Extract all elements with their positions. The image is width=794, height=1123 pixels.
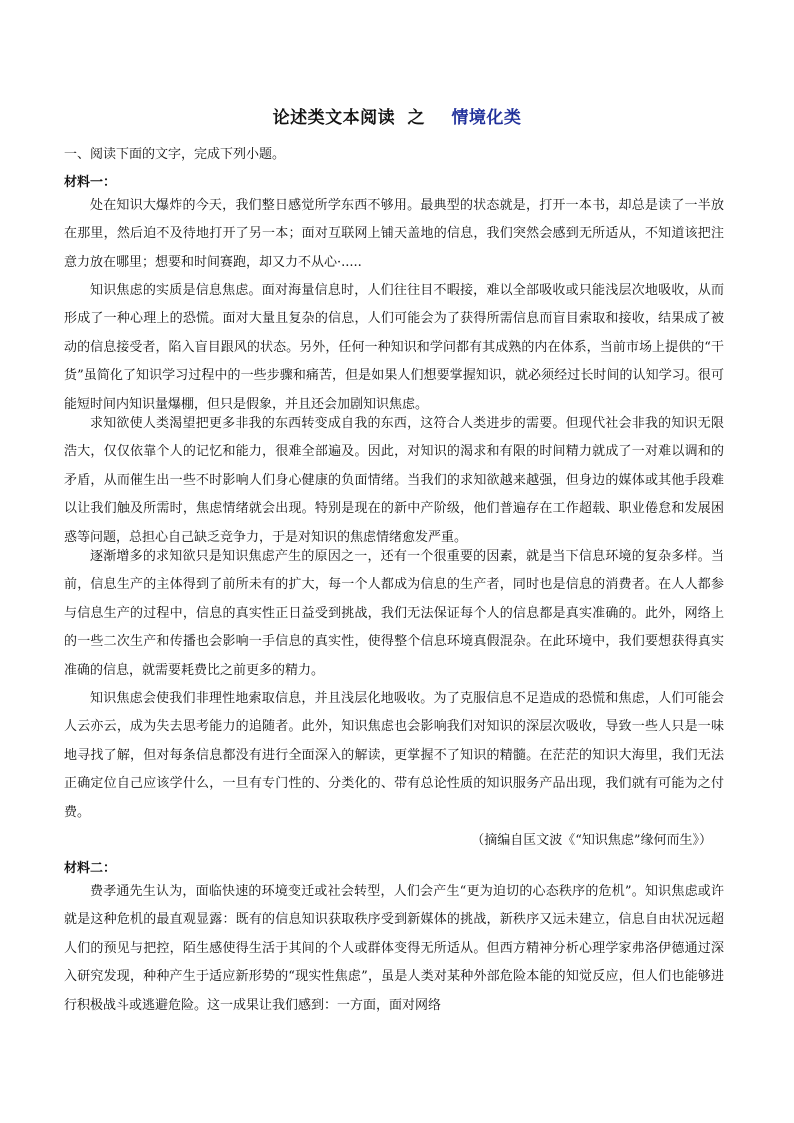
instruction: 一、阅读下面的文字，完成下列小题。 xyxy=(64,147,286,162)
material-one-heading: 材料一： xyxy=(64,175,117,190)
title-subtitle: 情境化类 xyxy=(451,108,522,128)
material-one-paragraph-1: 处在知识大爆炸的今天，我们整日感觉所学东西不够用。最典型的状态就是，打开一本书，却总是读了一半放在那里，然后迫不及待地打开了另一本；面对互联网上铺天盖地的信息，我们突然会感到无所适从，不知道该把注意力放在哪里；想要和时间赛跑，却又力不从心·..... xyxy=(64,198,724,270)
material-one-paragraph-2: 知识焦虑的实质是信息焦虑。面对海量信息时，人们往往目不暇接，难以全部吸收或只能浅层次地吸收，从而形成了一种心理上的恐慌。面对大量且复杂的信息，人们可能会为了获得所需信息而盲目索取和接收，结果成了被动的信息接受者，陷入盲目跟风的状态。另外，任何一种知识和学问都有其成熟的内在体系，当前市场上提供的“干货”虽简化了知识学习过程中的一些步骤和痛苦，但是如果人们想要掌握知识，就必须经过长时间的认知学习。很可能短时间内知识量爆棚，但只是假象，并且还会加剧知识焦虑。 xyxy=(64,283,724,412)
title-separator: 之 xyxy=(407,108,425,128)
material-two-paragraph-1: 费孝通先生认为，面临快速的环境变迁或社会转型，人们会产生“更为迫切的心态秩序的危机”。知识焦虑或许就是这种危机的最直观显露：既有的信息知识获取秩序受到新媒体的挑战，新秩序又远未建立，信息自由状况远超人们的预见与把控，陌生感使得生活于其间的个人或群体变得无所适从。但西方精神分析心理学家弗洛伊德通过深入研究发现，种种产生于适应新形势的“现实性焦虑”，虽是人类对某种外部危险本能的知觉反应，但人们也能够进行积极战斗或逃避危险。这一成果让我们感到：一方面，面对网络 xyxy=(64,884,724,1013)
page-title xyxy=(0,103,794,128)
material-one-paragraph-5: 知识焦虑会使我们非理性地索取信息，并且浅层化地吸收。为了克服信息不足造成的恐慌和焦虑，人们可能会人云亦云，成为失去思考能力的追随者。此外，知识焦虑也会影响我们对知识的深层次吸收，导致一些人只是一味地寻找了解，但对每条信息都没有进行全面深入的解读，更掌握不了知识的精髓。在茫茫的知识大海里，我们无法正确定位自己应该学什么，一旦有专门性的、分类化的、带有总论性质的知识服务产品出现，我们就有可能为之付费。 xyxy=(64,691,724,820)
title-main: 论述类文本阅读 xyxy=(272,108,396,128)
material-one-source: （摘编自匡文波《“知识焦虑”缘何而生》） xyxy=(471,833,712,848)
material-one-paragraph-3: 求知欲使人类渴望把更多非我的东西转变成自我的东西，这符合人类进步的需要。但现代社会非我的知识无限浩大，仅仅依靠个人的记忆和能力，很难全部遍及。因此，对知识的渴求和有限的时间精力就成了一对难以调和的矛盾，从而催生出一些不时影响人们身心健康的负面情绪。当我们的求知欲越来越强，但身边的媒体或其他手段难以让我们触及所需时，焦虑情绪就会出现。特别是现在的新中产阶级，他们普遍存在工作超载、职业倦怠和发展困惑等问题，总担心自己缺乏竞争力，于是对知识的焦虑情绪愈发严重。 xyxy=(64,416,724,545)
material-two-heading: 材料二： xyxy=(64,861,117,876)
material-one-paragraph-4: 逐渐增多的求知欲只是知识焦虑产生的原因之一，还有一个很重要的因素，就是当下信息环境的复杂多样。当前，信息生产的主体得到了前所未有的扩大，每一个人都成为信息的生产者，同时也是信息的消费者。在人人都参与信息生产的过程中，信息的真实性正日益受到挑战，我们无法保证每个人的信息都是真实准确的。此外，网络上的一些二次生产和传播也会影响一手信息的真实性，使得整个信息环境真假混杂。在此环境中，我们要想获得真实准确的信息，就需要耗费比之前更多的精力。 xyxy=(64,549,724,678)
